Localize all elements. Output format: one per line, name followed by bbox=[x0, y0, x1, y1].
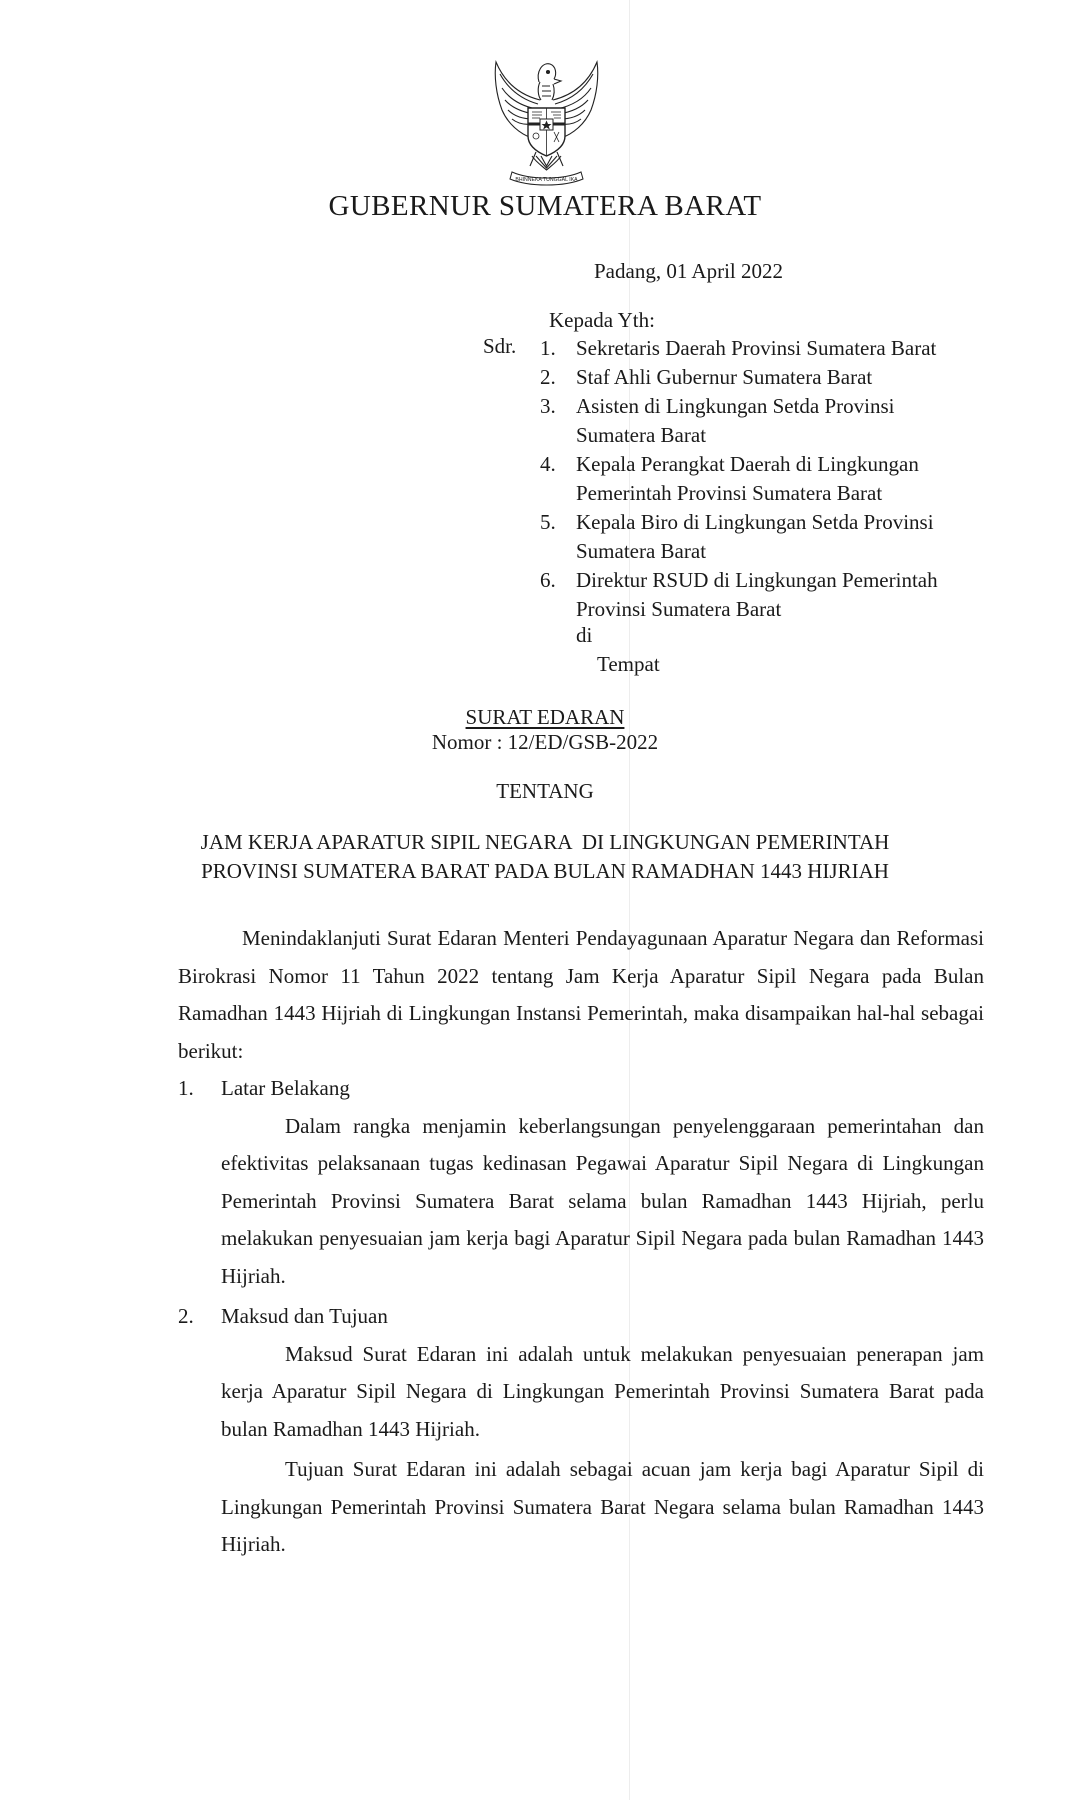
list-item-text: Sekretaris Daerah Provinsi Sumatera Barat bbox=[576, 336, 937, 360]
list-item-number: 2. bbox=[540, 365, 556, 389]
section-title: Latar Belakang bbox=[221, 1076, 350, 1100]
tentang-heading: TENTANG bbox=[496, 779, 594, 803]
section-number: 2. bbox=[178, 1304, 194, 1328]
list-item-text: Asisten di Lingkungan Setda Provinsi bbox=[576, 394, 895, 418]
list-item-text: Kepala Perangkat Daerah di Lingkungan bbox=[576, 452, 919, 476]
list-item bbox=[540, 334, 980, 363]
list-item-text: Sumatera Barat bbox=[576, 539, 707, 563]
list-item-number: 5. bbox=[540, 510, 556, 534]
list-item-number: 3. bbox=[540, 394, 556, 418]
section-heading-1 bbox=[178, 1070, 984, 1108]
intro-paragraph: Menindaklanjuti Surat Edaran Menteri Pendayagunaan Aparatur Negara dan Reformasi Birokrasi Nomor 11 Tahun 2022 tentang Jam Kerja Aparatur Sipil Negara pada Bulan Ramadhan 1443 Hijriah di Lingkungan Instansi Pemerintah, maka disampaikan hal-hal sebagai berikut: bbox=[178, 926, 984, 1063]
section-body-1 bbox=[221, 1108, 984, 1296]
list-item-text: Sumatera Barat bbox=[576, 423, 707, 447]
subject-line-1: JAM KERJA APARATUR SIPIL NEGARA DI LINGKUNGAN PEMERINTAH bbox=[200, 830, 890, 854]
list-item bbox=[540, 508, 980, 566]
letter-body bbox=[178, 920, 984, 1567]
tempat-label: Tempat bbox=[597, 652, 660, 676]
list-item-text: Kepala Biro di Lingkungan Setda Provinsi bbox=[576, 510, 934, 534]
section-paragraph: Maksud Surat Edaran ini adalah untuk melakukan penyesuaian penerapan jam kerja Aparatur Sipil Negara di Lingkungan Pemerintah Provinsi Sumatera Barat pada bulan Ramadhan 1443 Hijriah. bbox=[221, 1341, 984, 1441]
garuda-emblem-icon bbox=[484, 48, 609, 190]
list-item-number: 4. bbox=[540, 452, 556, 476]
section-paragraph: Tujuan Surat Edaran ini adalah sebagai acuan jam kerja bagi Aparatur Sipil di Lingkungan Pemerintah Provinsi Sumatera Barat Negara selama bulan Ramadhan 1443 Hijriah. bbox=[221, 1457, 984, 1556]
list-item-text: Staf Ahli Gubernur Sumatera Barat bbox=[576, 365, 873, 389]
salutation-sdr: Sdr. bbox=[483, 334, 517, 358]
list-item-number: 1. bbox=[540, 336, 556, 360]
circular-title: SURAT EDARAN bbox=[465, 705, 625, 729]
section-body-2 bbox=[221, 1336, 984, 1564]
recipient-list bbox=[540, 334, 980, 624]
list-item bbox=[540, 363, 980, 392]
section-heading-2 bbox=[178, 1298, 984, 1336]
addressee-label: Kepada Yth: bbox=[549, 308, 655, 332]
list-item-text: Pemerintah Provinsi Sumatera Barat bbox=[576, 481, 883, 505]
list-item-text: Provinsi Sumatera Barat bbox=[576, 597, 782, 621]
di-label: di bbox=[576, 623, 593, 647]
list-item bbox=[540, 392, 980, 450]
section-title: Maksud dan Tujuan bbox=[221, 1304, 388, 1328]
governor-title: GUBERNUR SUMATERA BARAT bbox=[328, 190, 762, 222]
section-paragraph: Dalam rangka menjamin keberlangsungan penyelenggaraan pemerintahan dan efektivitas pelaksanaan tugas kedinasan Pegawai Aparatur Sipil Negara di Lingkungan Pemerintah Provinsi Sumatera Barat selama bulan Ramadhan 1443 Hijriah, perlu melakukan penyesuaian jam kerja bagi Aparatur Sipil Negara pada bulan Ramadhan 1443 Hijriah. bbox=[221, 1113, 984, 1288]
list-item-text: Direktur RSUD di Lingkungan Pemerintah bbox=[576, 568, 938, 592]
list-item bbox=[540, 566, 980, 624]
subject-line-2: PROVINSI SUMATERA BARAT PADA BULAN RAMADHAN 1443 HIJRIAH bbox=[201, 859, 889, 883]
circular-number: Nomor : 12/ED/GSB-2022 bbox=[431, 730, 659, 754]
list-item bbox=[540, 450, 980, 508]
circular-subject bbox=[0, 828, 1081, 886]
list-item-number: 6. bbox=[540, 568, 556, 592]
emblem-ribbon-text: BHINNEKA TUNGGAL IKA bbox=[515, 177, 578, 183]
section-number: 1. bbox=[178, 1076, 194, 1100]
place-date: Padang, 01 April 2022 bbox=[594, 259, 783, 283]
